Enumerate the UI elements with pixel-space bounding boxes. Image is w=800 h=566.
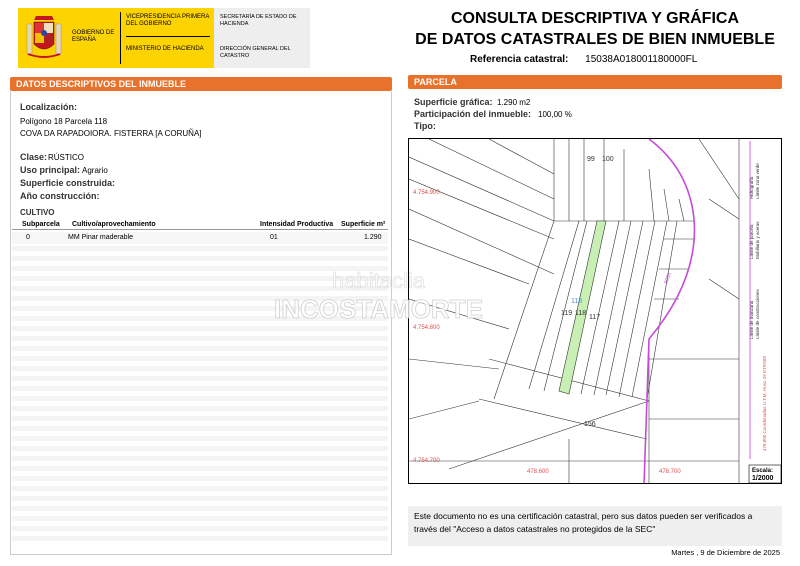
uso-value: Agrario <box>82 166 108 175</box>
header-divider-line <box>126 36 210 37</box>
cultivo-header-row <box>12 218 388 230</box>
map-legend <box>749 163 767 451</box>
coord-x-478600: 478.600 <box>527 469 549 475</box>
document-date: Martes , 9 de Diciembre de 2025 <box>671 548 780 557</box>
cultivo-header-cultivo: Cultivo/aprovechamiento <box>72 221 156 228</box>
reference-label: Referencia catastral: <box>470 54 569 65</box>
watermark-line-2: INCOSTAMORTE <box>274 294 483 324</box>
vicepresidencia-label: VICEPRESIDENCIA PRIMERA DEL GOBIERNO <box>126 14 210 27</box>
clase-label: Clase: <box>20 152 48 162</box>
legend-limite-construcciones: Límite de construcciones <box>755 289 760 339</box>
gov-name: GOBIERNO DE ESPAÑA <box>72 30 115 43</box>
legend-hidrografia: Hidrografía <box>749 176 754 199</box>
cultivo-cell-cultivo: MM Pinar maderable <box>68 234 133 241</box>
participacion-value: 100,00 % <box>538 110 572 119</box>
localizacion-line-1: Polígono 18 Parcela 118 <box>20 117 108 126</box>
page-title <box>400 8 790 50</box>
gov-yellow-panel <box>18 8 214 68</box>
cultivo-cell-superficie: 1.290 <box>364 234 382 241</box>
legend-limite-manzana: Límite de manzana <box>749 300 754 339</box>
superficie-construida-label: Superficie construida: <box>20 178 116 188</box>
localizacion-line-2: COVA DA RAPADOIORA. FISTERRA [A CORUÑA] <box>20 129 202 138</box>
cultivo-header-subparcela: Subparcela <box>22 221 60 228</box>
gov-gray-panel <box>214 8 310 68</box>
cultivo-title: CULTIVO <box>20 208 55 217</box>
coord-y-4754700: 4.754.700 <box>413 458 440 464</box>
superficie-grafica-value: 1.290 m2 <box>497 98 531 107</box>
cultivo-header-intensidad: Intensidad Productiva <box>260 221 334 228</box>
parcel-label-9006: 9006 <box>663 272 673 285</box>
reference-row <box>470 54 697 65</box>
legend-limite-parcela: Límite de parcela <box>749 224 754 259</box>
government-header <box>18 8 310 68</box>
legend-zona-verde: Límite zona verde <box>755 163 760 199</box>
cultivo-empty-rows <box>12 246 388 546</box>
cultivo-cell-subparcela: 0 <box>26 234 30 241</box>
coord-y-4754900: 4.754.900 <box>413 190 440 196</box>
parcel-label-119: 119 <box>561 310 573 317</box>
coord-y-4754800: 4.754.800 <box>413 325 440 331</box>
parcel-label-99: 99 <box>587 156 595 163</box>
legend-coordinates: 478.800 Coordenadas U.T.M. Huso 29 ETRS89 <box>762 355 767 451</box>
ano-construccion-label: Año construcción: <box>20 191 100 201</box>
watermark-line-1: habitaclia <box>332 268 425 293</box>
map-parcel-labels <box>561 156 673 428</box>
uso-label: Uso principal: <box>20 165 81 175</box>
coord-x-478700: 478.700 <box>659 469 681 475</box>
disclaimer-notice: Este documento no es una certificación catastral, pero sus datos pueden ser verificados a través del "Acceso a datos catastrales no protegidos de la SEC" <box>408 506 782 546</box>
parcel-label-117: 117 <box>589 314 601 321</box>
section-bar-descriptive: DATOS DESCRIPTIVOS DEL INMUEBLE <box>10 77 392 91</box>
scale-value: 1/2000 <box>752 475 774 482</box>
map-svg <box>409 139 782 484</box>
cadastral-map[interactable] <box>408 138 782 484</box>
coat-of-arms-icon <box>24 14 64 62</box>
legend-mobiliario: Mobiliario y aceras <box>755 221 760 259</box>
ministry-label: MINISTERIO DE HACIENDA <box>126 46 204 52</box>
header-divider <box>120 12 121 64</box>
secretaria-label: SECRETARÍA DE ESTADO DE HACIENDA <box>220 14 297 27</box>
map-coordinate-labels <box>413 190 681 475</box>
superficie-grafica-label: Superficie gráfica: <box>414 97 493 107</box>
parcel-label-100: 100 <box>602 156 614 163</box>
title-line-2: DE DATOS CATASTRALES DE BIEN INMUEBLE <box>415 31 775 48</box>
localizacion-label: Localización: <box>20 102 78 112</box>
cultivo-cell-intensidad: 01 <box>270 234 278 241</box>
highlighted-parcel-118[interactable] <box>559 221 606 394</box>
cultivo-header-superficie: Superficie m² <box>341 221 386 228</box>
direccion-label: DIRECCIÓN GENERAL DEL CATASTRO <box>220 46 291 59</box>
tipo-label: Tipo: <box>414 121 436 131</box>
section-bar-parcela: PARCELA <box>408 75 782 89</box>
table-row <box>12 232 388 244</box>
parcel-lines <box>409 139 739 484</box>
parcel-label-118: 118 <box>575 310 587 317</box>
stream-line <box>644 139 694 484</box>
clase-value: RÚSTICO <box>48 153 84 162</box>
scale-label: Escala: <box>752 468 774 474</box>
parcel-label-118-highlight: 118 <box>571 298 583 305</box>
title-line-1: CONSULTA DESCRIPTIVA Y GRÁFICA <box>450 10 739 27</box>
reference-value: 15038A018001180000FL <box>585 54 698 65</box>
participacion-label: Participación del inmueble: <box>414 109 532 119</box>
scale-box <box>749 465 781 483</box>
parcel-label-156: 156 <box>584 421 596 428</box>
